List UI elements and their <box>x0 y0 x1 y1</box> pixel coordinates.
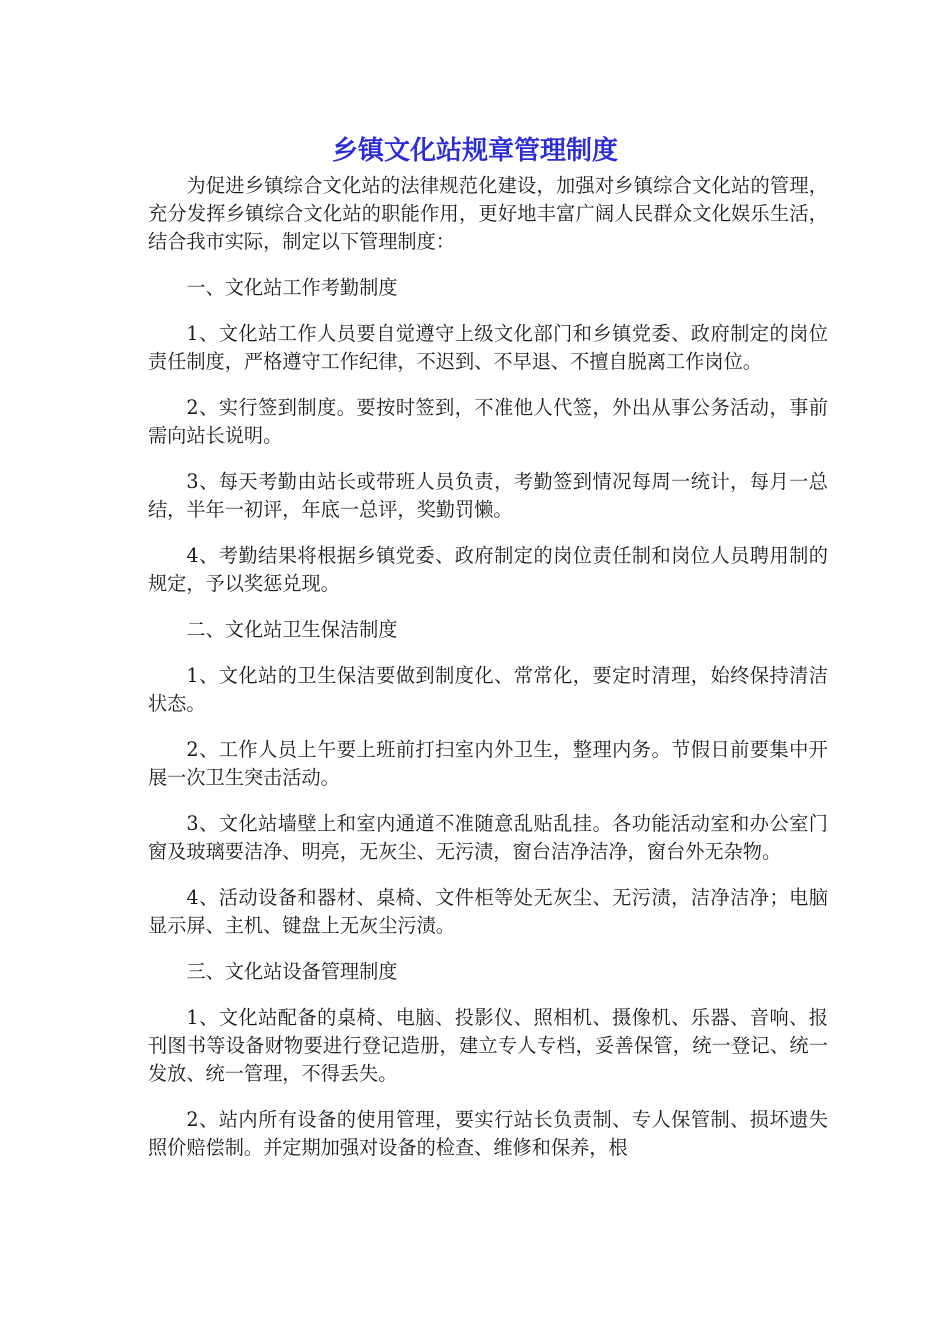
paragraph: 2、站内所有设备的使用管理，要实行站长负责制、专人保管制、损坏遗失照价赔偿制。并定期加强对设备的检查、维修和保养，根 <box>148 1108 828 1159</box>
document-body <box>148 172 828 1180</box>
section-heading-equipment: 三、文化站设备管理制度 <box>186 960 398 983</box>
paragraph: 1、文化站工作人员要自觉遵守上级文化部门和乡镇党委、政府制定的岗位责任制度，严格遵守工作纪律，不迟到、不早退、不擅自脱离工作岗位。 <box>148 322 828 373</box>
intro-paragraph: 为促进乡镇综合文化站的法律规范化建设，加强对乡镇综合文化站的管理，充分发挥乡镇综合文化站的职能作用，更好地丰富广阔人民群众文化娱乐生活，结合我市实际，制定以下管理制度： <box>148 174 828 253</box>
paragraph: 2、工作人员上午要上班前打扫室内外卫生，整理内务。节假日前要集中开展一次卫生突击活动。 <box>148 738 828 789</box>
document-title: 乡镇文化站规章管理制度 <box>331 136 618 166</box>
paragraph: 1、文化站的卫生保洁要做到制度化、常常化，要定时清理，始终保持清洁状态。 <box>148 664 828 715</box>
paragraph: 1、文化站配备的桌椅、电脑、投影仪、照相机、摄像机、乐器、音响、报刊图书等设备财物要进行登记造册，建立专人专档，妥善保管，统一登记、统一发放、统一管理，不得丢失。 <box>148 1006 828 1085</box>
section-heading-attendance: 一、文化站工作考勤制度 <box>186 276 398 299</box>
paragraph: 3、文化站墙壁上和室内通道不准随意乱贴乱挂。各功能活动室和办公室门窗及玻璃要洁净、明亮，无灰尘、无污渍，窗台洁净洁净，窗台外无杂物。 <box>148 812 828 863</box>
paragraph: 2、实行签到制度。要按时签到，不准他人代签，外出从事公务活动，事前需向站长说明。 <box>148 396 828 447</box>
paragraph: 3、每天考勤由站长或带班人员负责，考勤签到情况每周一统计，每月一总结，半年一初评，年底一总评，奖勤罚懒。 <box>148 470 828 521</box>
paragraph: 4、活动设备和器材、桌椅、文件柜等处无灰尘、无污渍，洁净洁净；电脑显示屏、主机、键盘上无灰尘污渍。 <box>148 886 828 937</box>
section-heading-hygiene: 二、文化站卫生保洁制度 <box>186 618 398 641</box>
paragraph: 4、考勤结果将根据乡镇党委、政府制定的岗位责任制和岗位人员聘用制的规定，予以奖惩兑现。 <box>148 544 828 595</box>
